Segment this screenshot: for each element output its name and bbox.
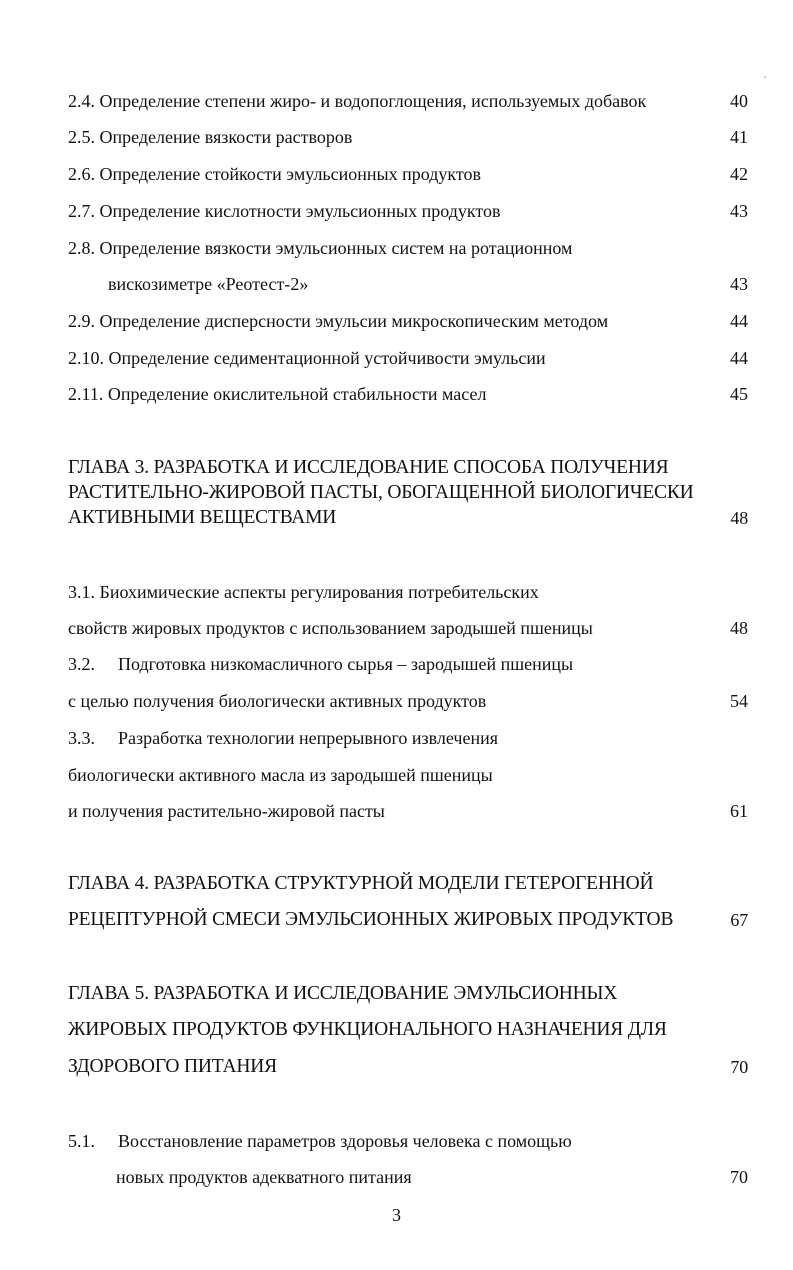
toc-entry-title: 2.7. Определение кислотности эмульсионных продуктов xyxy=(68,201,501,221)
toc-entry-page: 41 xyxy=(730,127,748,147)
toc-entry-3-3 xyxy=(68,723,748,753)
toc-entry-page: 43 xyxy=(730,201,748,221)
toc-entry-title: 2.9. Определение дисперсности эмульсии микроскопическим методом xyxy=(68,311,609,331)
toc-entry-title-continued: новых продуктов адекватного питания xyxy=(116,1167,412,1187)
toc-entry-2-10 xyxy=(68,343,748,373)
chapter-3-heading-line-3 xyxy=(68,503,748,533)
chapter-title: ЗДОРОВОГО ПИТАНИЯ xyxy=(68,1056,277,1077)
chapter-page: 70 xyxy=(730,1057,748,1077)
toc-entry-2-8-continued xyxy=(68,269,748,299)
chapter-page: 67 xyxy=(730,910,748,930)
toc-entry-title-continued: и получения растительно-жировой пасты xyxy=(68,801,385,821)
chapter-title: РАСТИТЕЛЬНО-ЖИРОВОЙ ПАСТЫ, ОБОГАЩЕННОЙ БИОЛОГИЧЕСКИ xyxy=(68,482,694,503)
chapter-4-heading-line-1 xyxy=(68,869,748,899)
chapter-title: АКТИВНЫМИ ВЕЩЕСТВАМИ xyxy=(68,507,337,528)
toc-entry-title-wrapper xyxy=(68,1126,572,1156)
toc-entry-page: 40 xyxy=(730,91,748,111)
toc-entry-page: 44 xyxy=(730,311,748,331)
toc-entry-title: 2.6. Определение стойкости эмульсионных продуктов xyxy=(68,164,482,184)
chapter-5-heading-line-1 xyxy=(68,979,748,1009)
toc-entry-title: Разработка технологии непрерывного извлечения xyxy=(118,728,499,748)
toc-entry-3-1-continued xyxy=(68,613,748,643)
toc-entry-page: 54 xyxy=(730,691,748,711)
toc-entry-title: 2.11. Определение окислительной стабильности масел xyxy=(68,384,487,404)
toc-entry-title-wrapper xyxy=(68,649,573,679)
toc-entry-title: 3.1. Биохимические аспекты регулирования потребительских xyxy=(68,582,539,602)
toc-entry-number: 5.1. xyxy=(68,1131,95,1151)
toc-entry-page: 45 xyxy=(730,384,748,404)
toc-entry-title-wrapper xyxy=(68,723,498,753)
toc-entry-page: 61 xyxy=(730,801,748,821)
chapter-title: РЕЦЕПТУРНОЙ СМЕСИ ЭМУЛЬСИОННЫХ ЖИРОВЫХ ПРОДУКТОВ xyxy=(68,909,674,930)
toc-entry-title-continued: вискозиметре «Реотест-2» xyxy=(108,274,309,294)
toc-entry-page: 48 xyxy=(730,618,748,638)
toc-entry-page: 42 xyxy=(730,164,748,184)
chapter-page: 48 xyxy=(730,508,748,528)
chapter-title: ГЛАВА 5. РАЗРАБОТКА И ИССЛЕДОВАНИЕ ЭМУЛЬСИОННЫХ xyxy=(68,983,618,1004)
chapter-4-heading-line-2 xyxy=(68,905,748,935)
toc-entry-title-continued: свойств жировых продуктов с использованием зародышей пшеницы xyxy=(68,618,593,638)
chapter-title: ГЛАВА 3. РАЗРАБОТКА И ИССЛЕДОВАНИЕ СПОСОБА ПОЛУЧЕНИЯ xyxy=(68,457,669,478)
toc-entry-2-9 xyxy=(68,306,748,336)
toc-entry-number: 3.2. xyxy=(68,654,95,674)
chapter-5-heading-line-3 xyxy=(68,1052,748,1082)
toc-entry-number: 3.3. xyxy=(68,728,95,748)
toc-entry-5-1 xyxy=(68,1126,748,1156)
toc-entry-title: Восстановление параметров здоровья человека с помощью xyxy=(118,1131,572,1151)
toc-entry-5-1-continued xyxy=(68,1162,748,1192)
scan-speck xyxy=(764,76,766,78)
toc-entry-3-2 xyxy=(68,649,748,679)
toc-entry-title: 2.4. Определение степени жиро- и водопоглощения, используемых добавок xyxy=(68,91,647,111)
page-number: 3 xyxy=(392,1205,401,1225)
toc-entry-3-1 xyxy=(68,577,748,607)
chapter-title: ГЛАВА 4. РАЗРАБОТКА СТРУКТУРНОЙ МОДЕЛИ ГЕТЕРОГЕННОЙ xyxy=(68,873,654,894)
toc-entry-title-continued: с целью получения биологически активных продуктов xyxy=(68,691,487,711)
toc-entry-3-3-continued-2 xyxy=(68,796,748,826)
toc-entry-2-4 xyxy=(68,86,748,116)
toc-entry-2-5 xyxy=(68,122,748,152)
toc-entry-title: 2.5. Определение вязкости растворов xyxy=(68,127,353,147)
toc-entry-page: 70 xyxy=(730,1167,748,1187)
chapter-5-heading-line-2 xyxy=(68,1015,748,1045)
toc-entry-2-8 xyxy=(68,233,748,263)
toc-entry-title-continued: биологически активного масла из зародышей пшеницы xyxy=(68,765,493,785)
toc-entry-title: 2.8. Определение вязкости эмульсионных систем на ротационном xyxy=(68,238,573,258)
toc-entry-2-11 xyxy=(68,379,748,409)
toc-entry-page: 43 xyxy=(730,274,748,294)
chapter-title: ЖИРОВЫХ ПРОДУКТОВ ФУНКЦИОНАЛЬНОГО НАЗНАЧЕНИЯ ДЛЯ xyxy=(68,1019,667,1040)
toc-entry-page: 44 xyxy=(730,348,748,368)
toc-entry-2-6 xyxy=(68,159,748,189)
toc-entry-title: Подготовка низкомасличного сырья – зародышей пшеницы xyxy=(118,654,574,674)
toc-entry-title: 2.10. Определение седиментационной устойчивости эмульсии xyxy=(68,348,546,368)
toc-entry-3-2-continued xyxy=(68,686,748,716)
toc-entry-3-3-continued-1 xyxy=(68,760,748,790)
toc-entry-2-7 xyxy=(68,196,748,226)
